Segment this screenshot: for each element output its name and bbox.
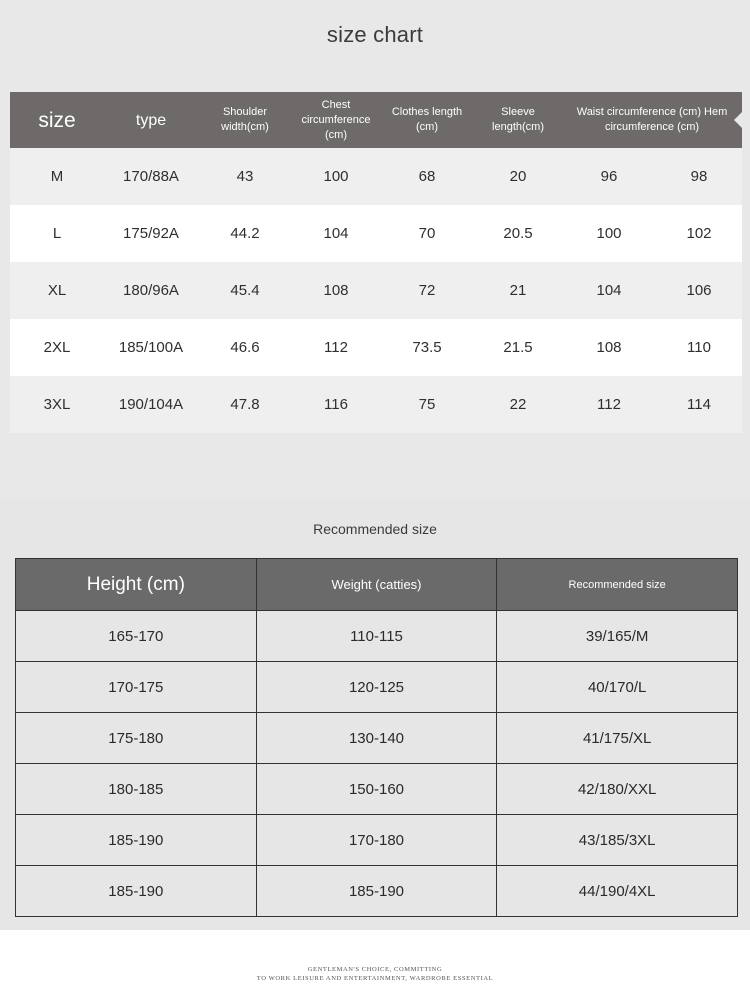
table-cell: 68 xyxy=(380,148,474,205)
table-cell: 110-115 xyxy=(256,611,497,662)
table-cell: 2XL xyxy=(10,319,104,376)
table-cell: XL xyxy=(10,262,104,319)
table-cell: 185-190 xyxy=(16,866,257,917)
header-weight: Weight (catties) xyxy=(256,559,497,611)
footer-line-2: TO WORK LEISURE AND ENTERTAINMENT, WARDROBE ESSENTIAL xyxy=(256,975,494,982)
table-row xyxy=(16,611,738,662)
table-cell: 44.2 xyxy=(198,205,292,262)
header-chest-circumference: Chest circumference (cm) xyxy=(292,92,380,148)
table-cell: 21 xyxy=(474,262,562,319)
table-cell: 116 xyxy=(292,376,380,433)
header-size: size xyxy=(10,92,104,148)
table-cell: 150-160 xyxy=(256,764,497,815)
header-sleeve-length: Sleeve length(cm) xyxy=(474,92,562,148)
table-cell: 22 xyxy=(474,376,562,433)
footer-tagline xyxy=(0,965,750,983)
header-clothes-length: Clothes length (cm) xyxy=(380,92,474,148)
table-cell: 98 xyxy=(656,148,742,205)
header-shoulder-width: Shoulder width(cm) xyxy=(198,92,292,148)
table-row xyxy=(10,319,742,376)
table-cell: 104 xyxy=(562,262,656,319)
footer-background xyxy=(0,930,750,995)
table-cell: 70 xyxy=(380,205,474,262)
table-cell: 75 xyxy=(380,376,474,433)
table-cell: 42/180/XXL xyxy=(497,764,738,815)
table-cell: 185-190 xyxy=(256,866,497,917)
table-cell: 46.6 xyxy=(198,319,292,376)
table-row xyxy=(16,662,738,713)
table-cell: 185-190 xyxy=(16,815,257,866)
table-row xyxy=(16,764,738,815)
table-cell: 120-125 xyxy=(256,662,497,713)
table-cell: 3XL xyxy=(10,376,104,433)
table-cell: 102 xyxy=(656,205,742,262)
table-cell: 73.5 xyxy=(380,319,474,376)
recommended-size-table xyxy=(15,558,738,917)
table-cell: 114 xyxy=(656,376,742,433)
footer-line-1: GENTLEMAN'S CHOICE, COMMITTING xyxy=(307,966,443,973)
table-cell: 44/190/4XL xyxy=(497,866,738,917)
recommended-header-row xyxy=(16,559,738,611)
header-arrow-notch xyxy=(734,110,744,130)
size-chart-title: size chart xyxy=(326,22,424,47)
table-cell: 112 xyxy=(562,376,656,433)
header-recommended-size: Recommended size xyxy=(497,559,738,611)
table-cell: 130-140 xyxy=(256,713,497,764)
table-cell: 106 xyxy=(656,262,742,319)
table-cell: 185/100A xyxy=(104,319,198,376)
header-waist-hem-circumference: Waist circumference (cm) Hem circumference (cm) xyxy=(562,92,742,148)
table-cell: 180-185 xyxy=(16,764,257,815)
table-cell: 45.4 xyxy=(198,262,292,319)
table-cell: 39/165/M xyxy=(497,611,738,662)
table-cell: 100 xyxy=(292,148,380,205)
table-cell: 47.8 xyxy=(198,376,292,433)
table-cell: 108 xyxy=(292,262,380,319)
table-row xyxy=(10,376,742,433)
table-cell: 112 xyxy=(292,319,380,376)
table-cell: L xyxy=(10,205,104,262)
table-cell: 108 xyxy=(562,319,656,376)
table-cell: 165-170 xyxy=(16,611,257,662)
table-row xyxy=(10,262,742,319)
table-cell: 190/104A xyxy=(104,376,198,433)
table-cell: 21.5 xyxy=(474,319,562,376)
table-cell: 170-180 xyxy=(256,815,497,866)
table-cell: 110 xyxy=(656,319,742,376)
size-chart-header-row xyxy=(10,92,742,148)
table-cell: 43/185/3XL xyxy=(497,815,738,866)
table-cell: 40/170/L xyxy=(497,662,738,713)
table-cell: 180/96A xyxy=(104,262,198,319)
table-cell: 20 xyxy=(474,148,562,205)
table-cell: 72 xyxy=(380,262,474,319)
header-type: type xyxy=(104,92,198,148)
table-cell: 104 xyxy=(292,205,380,262)
table-cell: M xyxy=(10,148,104,205)
table-row xyxy=(16,815,738,866)
table-row xyxy=(16,866,738,917)
table-row xyxy=(10,205,742,262)
table-cell: 20.5 xyxy=(474,205,562,262)
table-cell: 170-175 xyxy=(16,662,257,713)
table-cell: 175/92A xyxy=(104,205,198,262)
table-cell: 100 xyxy=(562,205,656,262)
table-cell: 43 xyxy=(198,148,292,205)
table-row xyxy=(16,713,738,764)
table-cell: 175-180 xyxy=(16,713,257,764)
table-cell: 41/175/XL xyxy=(497,713,738,764)
header-height: Height (cm) xyxy=(16,559,257,611)
recommended-size-title: Recommended size xyxy=(313,521,437,537)
table-cell: 170/88A xyxy=(104,148,198,205)
table-row xyxy=(10,148,742,205)
size-chart-table xyxy=(10,92,742,433)
table-cell: 96 xyxy=(562,148,656,205)
